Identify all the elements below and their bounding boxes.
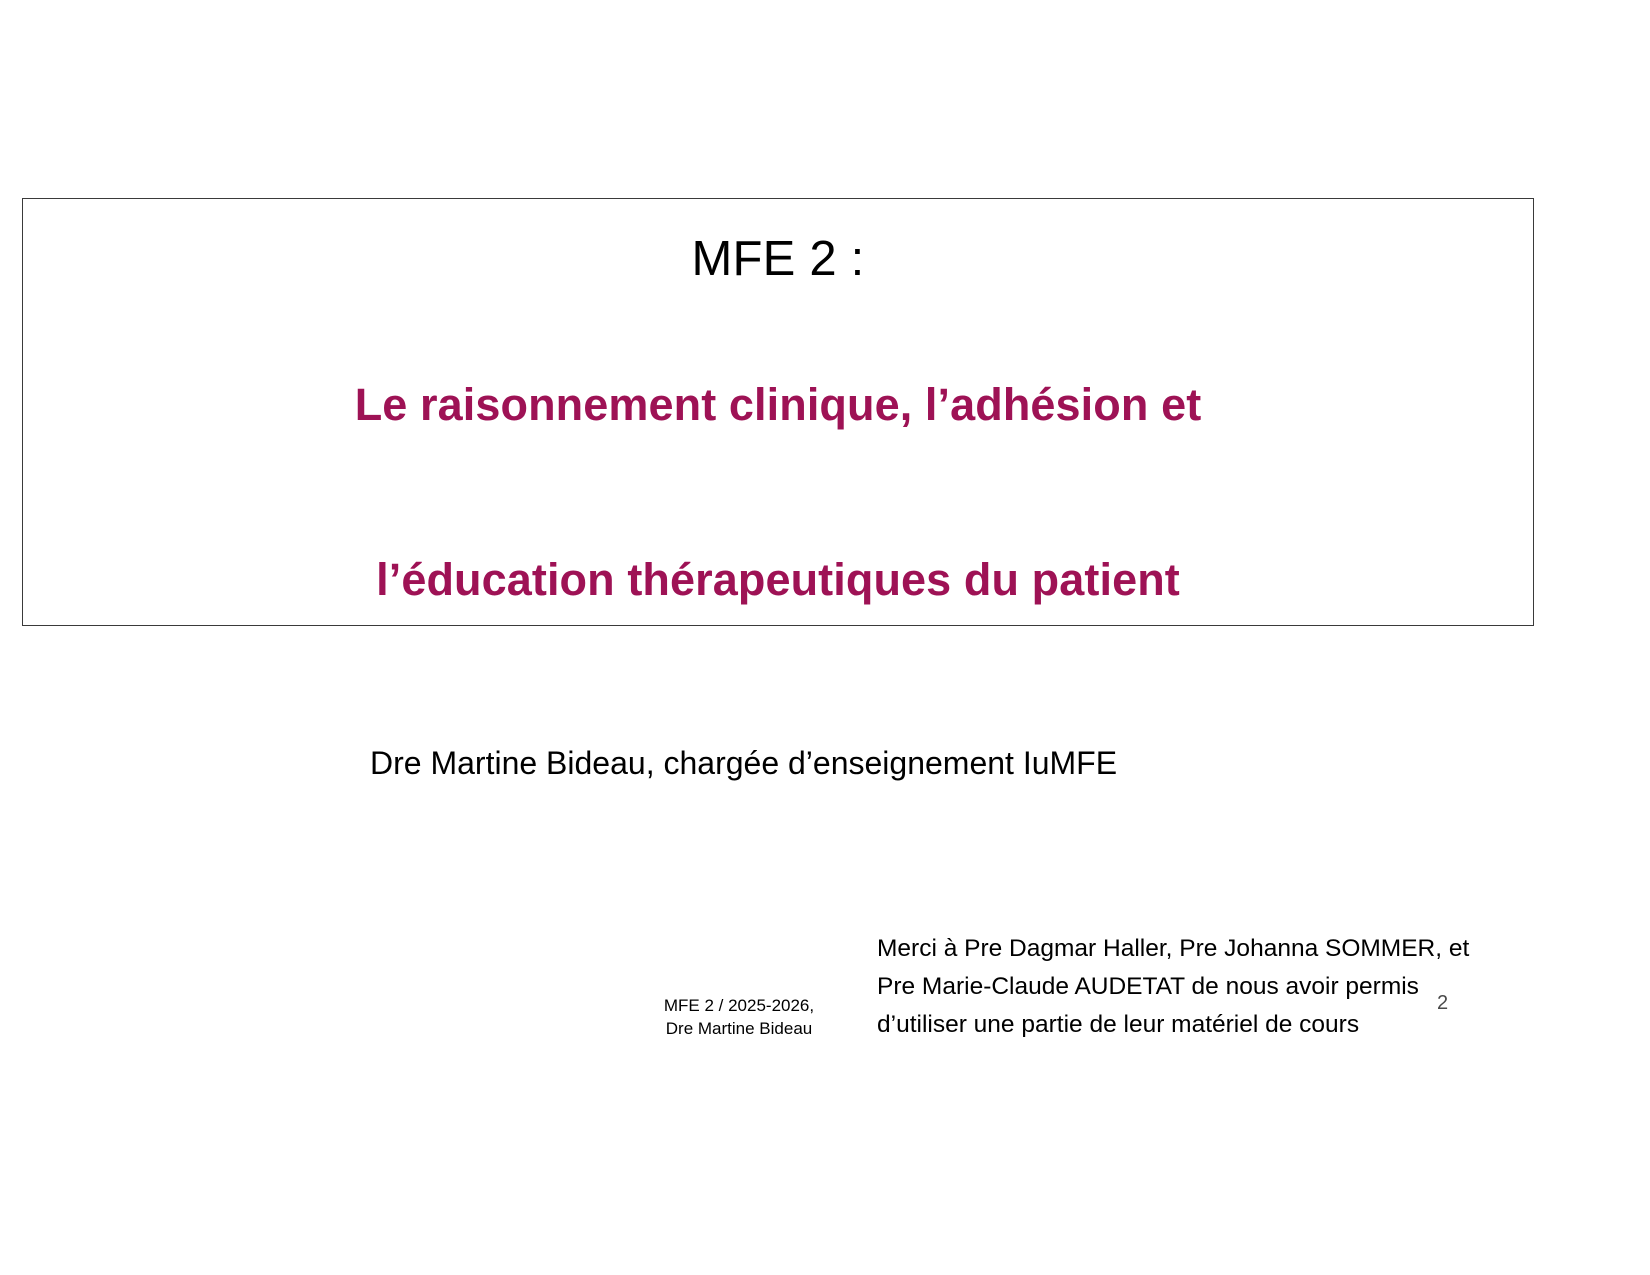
slide-title-primary: MFE 2 : xyxy=(691,232,865,286)
author-line: Dre Martine Bideau, chargée d’enseignement IuMFE xyxy=(370,745,1118,781)
acknowledgement-line-3: d’utiliser une partie de leur matériel de cours xyxy=(877,1010,1360,1038)
slide-title-secondary-line-2: l’éducation thérapeutiques du patient xyxy=(376,554,1180,605)
acknowledgement-line-2: Pre Marie-Claude AUDETAT de nous avoir permis xyxy=(877,972,1419,1000)
footer-course-line: MFE 2 / 2025-2026, xyxy=(663,996,815,1015)
title-box xyxy=(22,198,1534,626)
slide-title-secondary-line-1: Le raisonnement clinique, l’adhésion et xyxy=(354,379,1202,430)
footer-author-line: Dre Martine Bideau xyxy=(665,1018,813,1038)
page-number: 2 xyxy=(1437,992,1449,1014)
footer-note xyxy=(619,995,859,1041)
acknowledgement-block xyxy=(877,930,1537,1044)
acknowledgement-line-1: Merci à Pre Dagmar Haller, Pre Johanna SOMMER, et xyxy=(877,935,1470,962)
